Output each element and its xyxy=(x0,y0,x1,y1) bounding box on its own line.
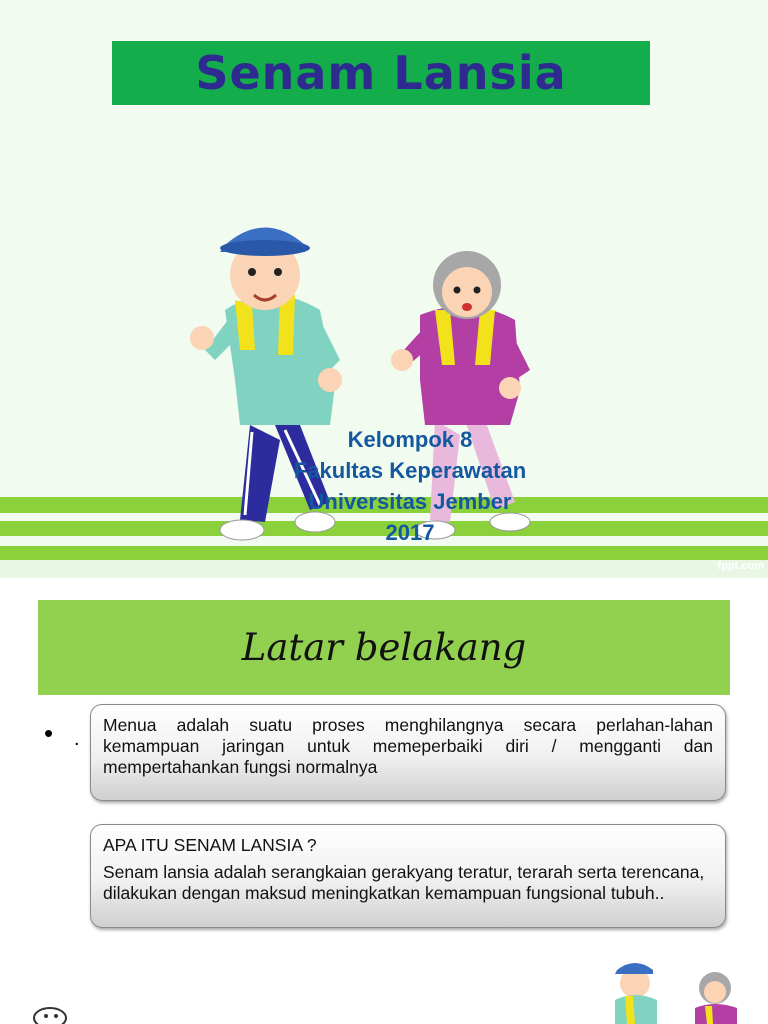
definition-box xyxy=(90,704,726,801)
section-header xyxy=(38,600,730,695)
box-body: Senam lansia adalah serangkaian gerakyang teratur, terarah serta terencana, dilakukan dengan maksud meningkatkan kemampuan fungsional tubuh.. xyxy=(103,862,705,903)
bullet-dot: . xyxy=(74,728,80,750)
definition-text: Menua adalah suatu proses menghilangnya secara perlahan-lahan kemampuan jaringan untuk memeperbaiki diri / mengganti dan mempertahankan fungsi normalnya xyxy=(103,715,713,777)
group-name: Kelompok 8 xyxy=(347,427,473,452)
bullet-point: • xyxy=(44,718,54,748)
title-banner xyxy=(112,41,650,105)
box-heading: APA ITU SENAM LANSIA ? xyxy=(103,835,317,855)
faculty-name: Fakultas Keperawatan xyxy=(293,458,527,483)
content-slide xyxy=(0,578,768,1024)
university-name: Universitas Jember xyxy=(308,489,512,514)
year: 2017 xyxy=(385,520,435,545)
group-info xyxy=(260,424,560,548)
slide-title: Senam Lansia xyxy=(195,46,567,100)
partial-illustration xyxy=(22,998,82,1024)
jogging-elders-thumbnail xyxy=(595,958,768,1024)
section-title: Latar belakang xyxy=(241,626,527,669)
track-base xyxy=(0,560,768,578)
watermark: fppt.com xyxy=(717,560,764,572)
senam-lansia-box xyxy=(90,824,726,928)
